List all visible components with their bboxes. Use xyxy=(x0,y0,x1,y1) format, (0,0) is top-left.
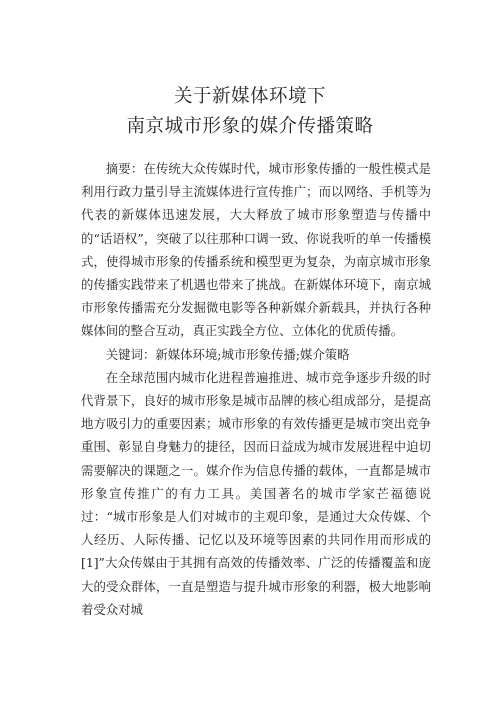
keywords-paragraph: 关键词：新媒体环境;城市形象传播;媒介策略 xyxy=(105,346,350,362)
body-paragraph-1: 在全球范围内城市化进程普遍推进、城市竞争逐步升级的时代背景下，良好的城市形象是城市品牌的核心组成部分，是提高地方吸引力的重要因素；城市形象的有效传播更是城市突出竞争重围、彰显自身魅力的捷径，因而日益成为城市发展进程中迫切需要解决的课题之一。媒介作为信息传播的载体，一直都是城市形象宣传推广的有力工具。美国著名的城市学家芒福德说过：“城市形象是人们对城市的主观印象，是通过大众传媒、个人经历、人际传播、记忆以及环境等因素的共同作用而形成的[1]”大众传媒由于其拥有高效的传播效率、广泛的传播覆盖和庞大的受众群体，一直是塑造与提升城市形象的利器，极大地影响着受众对城 xyxy=(81,369,431,617)
title-line-1: 关于新媒体环境下 xyxy=(173,86,326,107)
document-title xyxy=(0,82,500,142)
title-line-2: 南京城市形象的媒介传播策略 xyxy=(126,116,374,137)
document-body xyxy=(81,157,431,621)
abstract-paragraph: 摘要：在传统大众传媒时代，城市形象传播的一般性模式是利用行政力量引导主流媒体进行宣传推广；而以网络、手机等为代表的新媒体迅速发展，大大释放了城市形象塑造与传播中的“话语权”，突破了以往那种口调一致、你说我听的单一传播模式，使得城市形象的传播系统和模型更为复杂，为南京城市形象的传播实践带来了机遇也带来了挑战。在新媒体环境下，南京城市形象传播需充分发掘微电影等各种新媒介新载具，并执行各种媒体间的整合互动，真正实践全方位、立体化的优质传播。 xyxy=(81,161,431,339)
